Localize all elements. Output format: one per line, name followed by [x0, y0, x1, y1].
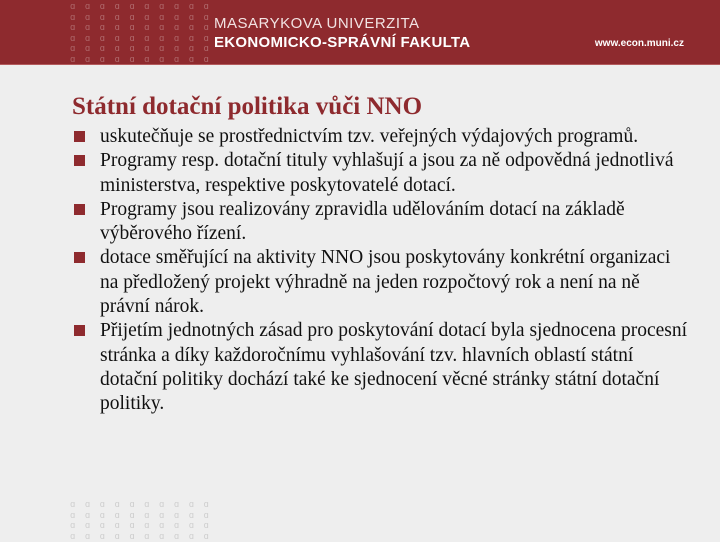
logo-pattern-icon: ɑ ɑ ɑ ɑ ɑ ɑ ɑ ɑ ɑ ɑ ɑ ɑ ɑ ɑ ɑ ɑ ɑ ɑ ɑ ɑ ɑ ɑ ɑ ɑ ɑ ɑ ɑ ɑ ɑ ɑ ɑ ɑ ɑ ɑ ɑ ɑ ɑ ɑ ɑ ɑ ɑ ɑ ɑ ɑ ɑ ɑ ɑ ɑ ɑ ɑ ɑ ɑ ɑ ɑ ɑ ɑ ɑ ɑ ɑ ɑ: [70, 2, 211, 65]
bullet-text: Programy jsou realizovány zpravidla udělováním dotací na základě výběrového řízení.: [100, 198, 625, 245]
bullet-item: [72, 125, 692, 149]
square-bullet-icon: [74, 155, 85, 166]
bullet-text: Programy resp. dotační tituly vyhlašují a jsou za ně odpovědná jednotlivá ministerstva, respektive poskytovatelé dotací.: [100, 150, 674, 196]
square-bullet-icon: [74, 325, 85, 336]
bullet-item: [72, 319, 692, 416]
bullet-item: [72, 246, 692, 319]
faculty-name: EKONOMICKO-SPRÁVNÍ FAKULTA: [214, 34, 471, 51]
bullet-text: uskutečňuje se prostřednictvím tzv. veřejných výdajových programů.: [100, 126, 639, 147]
bullet-list: [72, 125, 692, 417]
bullet-item: [72, 198, 692, 247]
university-name: MASARYKOVA UNIVERZITA: [214, 15, 420, 32]
square-bullet-icon: [74, 252, 85, 263]
footer-pattern-icon: ɑ ɑ ɑ ɑ ɑ ɑ ɑ ɑ ɑ ɑ ɑ ɑ ɑ ɑ ɑ ɑ ɑ ɑ ɑ ɑ ɑ ɑ ɑ ɑ ɑ ɑ ɑ ɑ ɑ ɑ ɑ ɑ ɑ ɑ ɑ ɑ ɑ ɑ ɑ ɑ: [70, 500, 211, 542]
bullet-text: dotace směřující na aktivity NNO jsou poskytovány konkrétní organizaci na předložený projekt výhradně na jeden rozpočtový rok a není na ně právní nárok.: [100, 247, 671, 318]
bullet-text: Přijetím jednotných zásad pro poskytování dotací byla sjednocena procesní stránka a díky každoročnímu vyhlašování tzv. hlavních oblastí státní dotační politiky dochází také ke sjednocení věcné stránky státní dotační politiky.: [100, 320, 688, 415]
square-bullet-icon: [74, 204, 85, 215]
slide-title: Státní dotační politika vůči NNO: [72, 93, 423, 120]
header-bar: [0, 0, 720, 65]
website-link[interactable]: www.econ.muni.cz: [594, 38, 684, 49]
bullet-item: [72, 149, 692, 198]
square-bullet-icon: [74, 131, 85, 142]
